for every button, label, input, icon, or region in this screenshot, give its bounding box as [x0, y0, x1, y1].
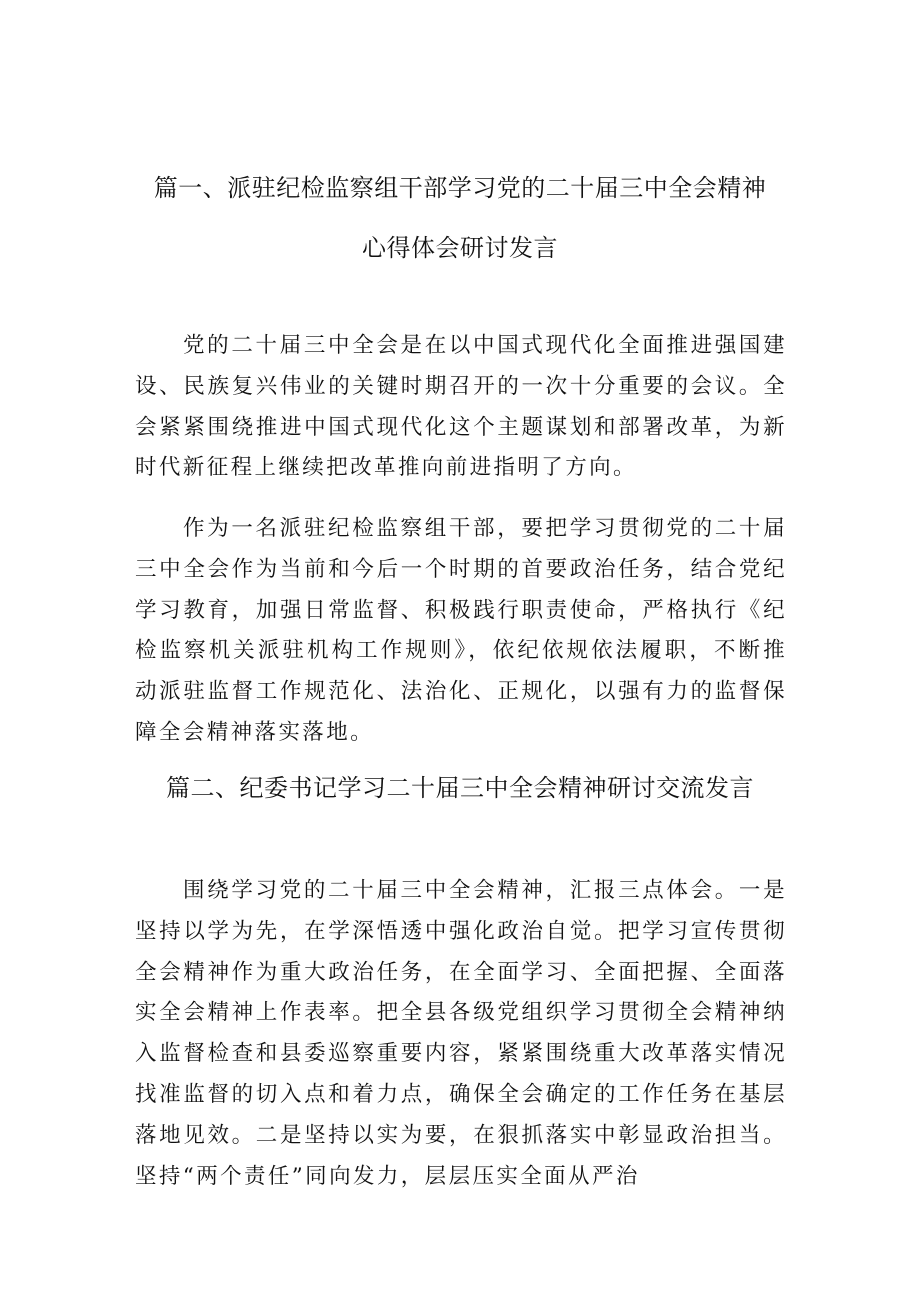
section-1-paragraph-2: 作为一名派驻纪检监察组干部，要把学习贯彻党的二十届三中全会作为当前和今后一个时期的首要政治任务，结合党纪学习教育，加强日常监督、积极践行职责使命，严格执行《纪检监察机关派驻机构工作规则》，依纪依规依法履职，不断推动派驻监督工作规范化、法治化、正规化，以强有力的监督保障全会精神落实落地。 — [135, 516, 787, 745]
section-1-title-line-1: 篇一、派驻纪检监察组干部学习党的二十届三中全会精神 — [153, 174, 767, 202]
section-2-paragraph-1: 围绕学习党的二十届三中全会精神，汇报三点体会。一是坚持以学为先，在学深悟透中强化政治自觉。把学习宣传贯彻全会精神作为重大政治任务，在全面学习、全面把握、全面落实全会精神上作表率。把全县各级党组织学习贯彻全会精神纳入监督检查和县委巡察重要内容，紧紧围绕重大改革落实情况找准监督的切入点和着力点，确保全会确定的工作任务在基层落地见效。二是坚持以实为要，在狠抓落实中彰显政治担当。坚持“两个责任”同向发力，层层压实全面从严治 — [135, 878, 787, 1189]
section-1-title-line-2: 心得体会研讨发言 — [362, 234, 558, 262]
section-1-title — [90, 158, 830, 278]
section-1-paragraph-1: 党的二十届三中全会是在以中国式现代化全面推进强国建设、民族复兴伟业的关键时期召开的一次十分重要的会议。全会紧紧围绕推进中国式现代化这个主题谋划和部署改革，为新时代新征程上继续把改革推向前进指明了方向。 — [135, 333, 787, 481]
section-2-title: 篇二、纪委书记学习二十届三中全会精神研讨交流发言 — [166, 774, 754, 802]
